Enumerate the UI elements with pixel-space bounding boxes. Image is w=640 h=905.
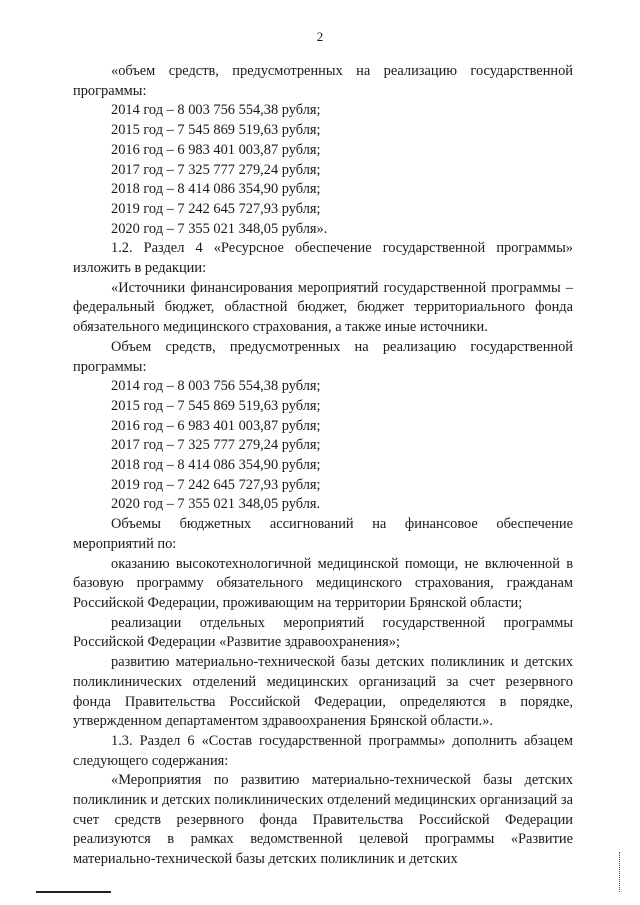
funding-year-line: 2020 год – 7 355 021 348,05 рубля». <box>111 220 328 237</box>
funding-year-line: 2015 год – 7 545 869 519,63 рубля; <box>111 397 321 414</box>
funding-list-original <box>73 101 573 239</box>
allocation-item: развитию материально-технической базы детских поликлиник и детских поликлинических отделений медицинских организаций за счет резервного фонда Правительства Российской Федерации, определяются в порядке, утвержденном департаментом здравоохранения Брянской области.». <box>73 654 573 730</box>
intro-paragraph: «объем средств, предусмотренных на реализацию государственной программы: <box>73 63 573 99</box>
funding-year-line: 2019 год – 7 242 645 727,93 рубля; <box>111 200 321 217</box>
document-body <box>73 62 573 870</box>
funding-year-line: 2019 год – 7 242 645 727,93 рубля; <box>111 476 321 493</box>
sources-paragraph: «Источники финансирования мероприятий государственной программы – федеральный бюджет, областной бюджет, бюджет территориального фонда обязательного медицинского страхования, а также иные источники. <box>73 279 573 336</box>
allocations-paragraph: Объемы бюджетных ассигнований на финансовое обеспечение мероприятий по: <box>73 516 573 552</box>
allocation-item: оказанию высокотехнологичной медицинской помощи, не включенной в базовую программу обязательного медицинского страхования, гражданам Российской Федерации, проживающим на территории Брянской области; <box>73 555 573 611</box>
item-1-2-paragraph: 1.2. Раздел 4 «Ресурсное обеспечение государственной программы» изложить в редакции: <box>73 240 573 277</box>
funding-year-line: 2020 год – 7 355 021 348,05 рубля. <box>111 496 321 513</box>
funding-year-line: 2014 год – 8 003 756 554,38 рубля; <box>111 378 321 395</box>
funding-year-line: 2016 год – 6 983 401 003,87 рубля; <box>111 417 321 434</box>
footer-rule <box>36 891 111 893</box>
page-number: 2 <box>316 29 324 44</box>
funding-year-line: 2017 год – 7 325 777 279,24 рубля; <box>111 437 321 454</box>
funding-year-line: 2018 год – 8 414 086 354,90 рубля; <box>111 181 321 198</box>
funding-year-line: 2014 год – 8 003 756 554,38 рубля; <box>111 102 321 119</box>
funding-year-line: 2018 год – 8 414 086 354,90 рубля; <box>111 457 321 474</box>
funding-year-line: 2017 год – 7 325 777 279,24 рубля; <box>111 161 321 178</box>
volume-paragraph: Объем средств, предусмотренных на реализацию государственной программы: <box>73 338 573 375</box>
scan-margin-dots <box>619 852 622 892</box>
funding-year-line: 2016 год – 6 983 401 003,87 рубля; <box>111 141 321 158</box>
funding-list-new <box>73 377 573 515</box>
funding-year-line: 2015 год – 7 545 869 519,63 рубля; <box>111 122 321 139</box>
allocation-item: реализации отдельных мероприятий государственной программы Российской Федерации «Развитие здравоохранения»; <box>73 614 573 651</box>
item-1-3-paragraph: 1.3. Раздел 6 «Состав государственной программы» дополнить абзацем следующего содержания: <box>73 732 573 769</box>
final-paragraph: «Мероприятия по развитию материально-технической базы детских поликлиник и детских поликлинических отделений медицинских организаций за счет средств резервного фонда Правительства Российской Федерации реализуются в рамках ведомственной целевой программы «Развитие материально-технической базы детских поликлиник и детских <box>73 772 573 868</box>
